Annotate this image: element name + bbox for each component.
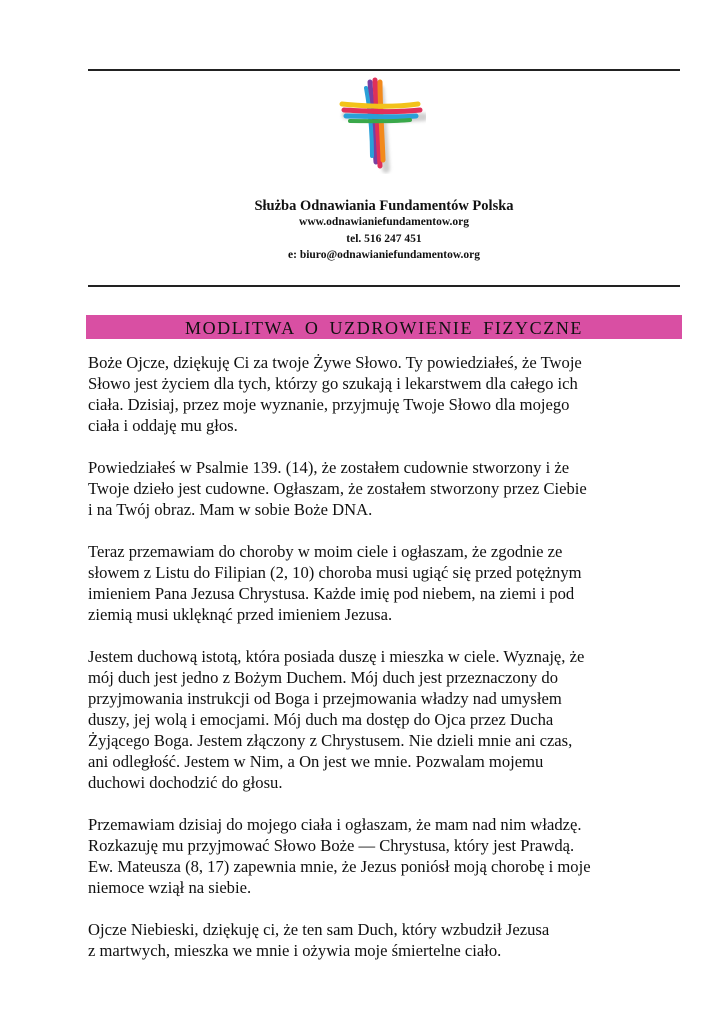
- organization-phone: tel. 516 247 451: [346, 233, 422, 245]
- prayer-body: [88, 352, 688, 982]
- header-top-divider: [88, 69, 680, 71]
- header-bottom-divider: [88, 285, 680, 287]
- paragraph-6: Ojcze Niebieski, dziękuję ci, że ten sam Duch, który wzbudził Jezusa z martwych, mieszka we mnie i ożywia moje śmiertelne ciało.: [88, 920, 550, 960]
- title-banner: [86, 315, 682, 339]
- organization-name: Służba Odnawiania Fundamentów Polska: [254, 198, 514, 214]
- organization-email: e: biuro@odnawianiefundamentow.org: [288, 249, 480, 261]
- paragraph-2: Powiedziałeś w Psalmie 139. (14), że zostałem cudownie stworzony i że Twoje dzieło jest cudowne. Ogłaszam, że zostałem stworzony przez Ciebie i na Twój obraz. Mam w sobie Boże DNA.: [88, 458, 587, 519]
- page-title: MODLITWA O UZDROWIENIE FIZYCZNE: [184, 318, 584, 338]
- paragraph-5: Przemawiam dzisiaj do mojego ciała i ogłaszam, że mam nad nim władzę. Rozkazuję mu przyjmować Słowo Boże — Chrystusa, który jest Prawdą. Ew. Mateusza (8, 17) zapewnia mnie, że Jezus poniósł moją chorobę i moje niemoce wziął na siebie.: [88, 815, 591, 897]
- paragraph-1: Boże Ojcze, dziękuję Ci za twoje Żywe Słowo. Ty powiedziałeś, że Twoje Słowo jest życiem dla tych, którzy go szukają i lekarstwem dla całego ich ciała. Dzisiaj, przez moje wyznanie, przyjmuję Twoje Słowo dla mojego ciała i oddaję mu głos.: [88, 353, 582, 435]
- paragraph-4: Jestem duchową istotą, która posiada duszę i mieszka w ciele. Wyznaję, że mój duch jest jedno z Bożym Duchem. Mój duch jest przeznaczony do przyjmowania instrukcji od Boga i przejmowania władzy nad umysłem duszy, jej wolą i emocjami. Mój duch ma dostęp do Ojca przez Ducha Żyjącego Boga. Jestem złączony z Chrystusem. Nie dzieli mnie ani czas, ani odległość. Jestem w Nim, a On jest we mnie. Pozwalam mojemu duchowi dochodzić do głosu.: [88, 647, 585, 792]
- multicolor-cross-icon: [336, 76, 426, 174]
- organization-website: www.odnawianiefundamentow.org: [299, 216, 469, 228]
- paragraph-3: Teraz przemawiam do choroby w moim ciele i ogłaszam, że zgodnie ze słowem z Listu do Filipian (2, 10) choroba musi ugiąć się przed potężnym imieniem Pana Jezusa Chrystusa. Każde imię pod niebem, na ziemi i pod ziemią musi uklęknąć przed imieniem Jezusa.: [88, 542, 582, 624]
